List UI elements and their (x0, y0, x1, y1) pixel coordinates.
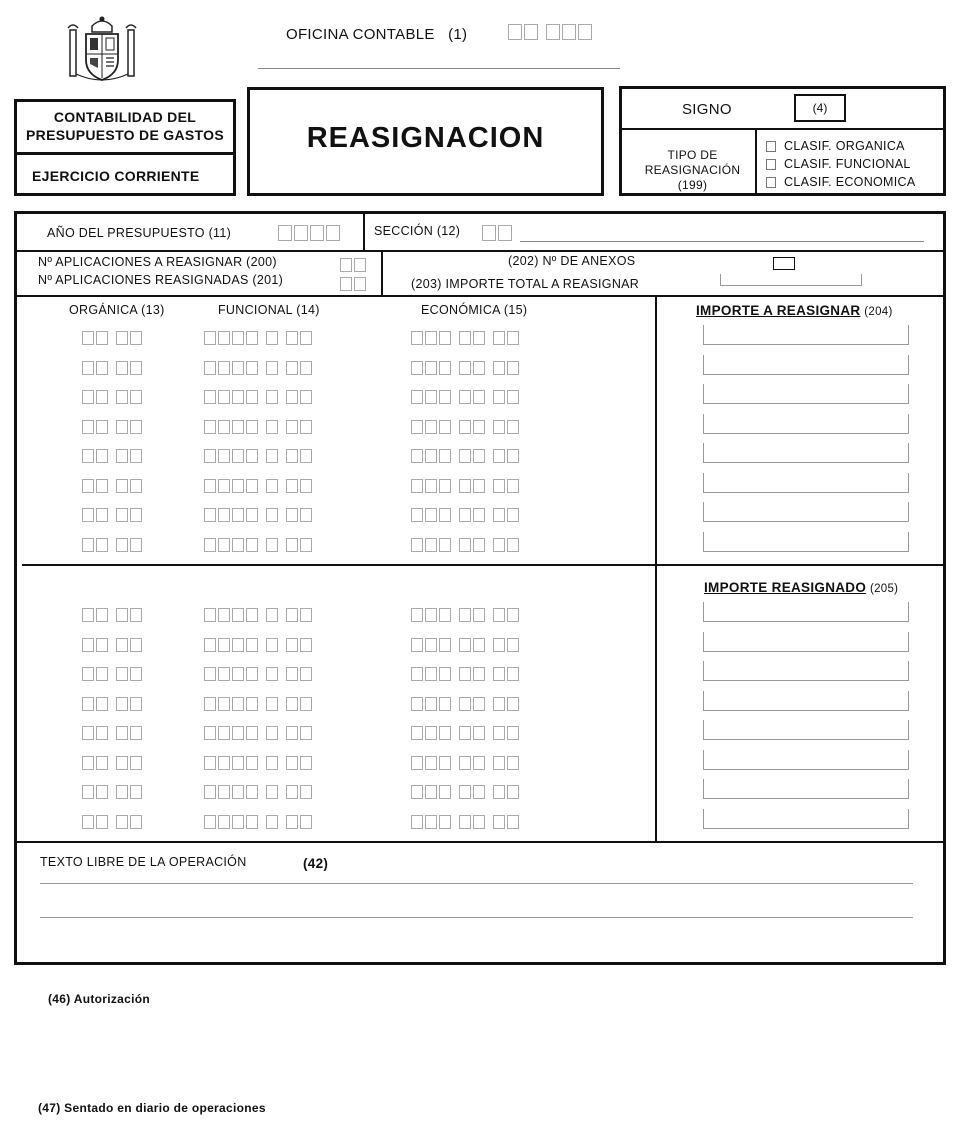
apps-reassigned-field[interactable] (340, 275, 368, 293)
free-text-label: TEXTO LIBRE DE LA OPERACIÓN (40, 855, 247, 869)
economica-code-field[interactable] (411, 359, 521, 377)
funcional-code-field[interactable] (204, 329, 314, 347)
organica-code-field[interactable] (82, 359, 144, 377)
economica-code-field[interactable] (411, 636, 521, 654)
funcional-code-field[interactable] (204, 783, 314, 801)
funcional-header: FUNCIONAL (14) (218, 303, 320, 317)
economica-code-field[interactable] (411, 606, 521, 624)
annexes-label: (202) Nº DE ANEXOS (508, 254, 636, 268)
exercise-label: EJERCICIO CORRIENTE (32, 168, 200, 184)
funcional-code-field[interactable] (204, 388, 314, 406)
economica-code-field[interactable] (411, 695, 521, 713)
organica-header: ORGÁNICA (13) (69, 303, 165, 317)
free-text-line[interactable] (40, 917, 913, 918)
economica-code-field[interactable] (411, 329, 521, 347)
importe-reasignado-field[interactable] (703, 632, 909, 652)
organica-code-field[interactable] (82, 695, 144, 713)
annexes-field[interactable] (773, 257, 795, 270)
organica-code-field[interactable] (82, 665, 144, 683)
funcional-code-field[interactable] (204, 418, 314, 436)
importe-reasignado-header: IMPORTE REASIGNADO (205) (704, 580, 899, 595)
organica-code-field[interactable] (82, 536, 144, 554)
economica-code-field[interactable] (411, 506, 521, 524)
coat-of-arms-emblem (66, 14, 138, 86)
economica-code-field[interactable] (411, 813, 521, 831)
reassignment-type-label: TIPO DE REASIGNACIÓN (199) (644, 148, 741, 192)
economica-code-field[interactable] (411, 724, 521, 742)
economica-code-field[interactable] (411, 418, 521, 436)
section-field[interactable] (482, 224, 514, 242)
organica-code-field[interactable] (82, 447, 144, 465)
importe-reasignado-field[interactable] (703, 691, 909, 711)
organica-code-field[interactable] (82, 477, 144, 495)
importe-a-reasignar-field[interactable] (703, 443, 909, 463)
importe-reasignado-field[interactable] (703, 661, 909, 681)
importe-reasignado-field[interactable] (703, 779, 909, 799)
importe-a-reasignar-field[interactable] (703, 532, 909, 552)
organica-code-field[interactable] (82, 506, 144, 524)
option-economica[interactable]: CLASIF. ECONOMICA (766, 173, 916, 191)
importe-reasignado-field[interactable] (703, 750, 909, 770)
total-amount-field[interactable] (720, 274, 862, 286)
importe-a-reasignar-header: IMPORTE A REASIGNAR (204) (696, 303, 893, 318)
organica-code-field[interactable] (82, 388, 144, 406)
funcional-code-field[interactable] (204, 665, 314, 683)
total-amount-label: (203) IMPORTE TOTAL A REASIGNAR (411, 277, 640, 291)
classification-options (766, 137, 916, 191)
funcional-code-field[interactable] (204, 636, 314, 654)
funcional-code-field[interactable] (204, 477, 314, 495)
office-underline (258, 68, 620, 69)
funcional-code-field[interactable] (204, 536, 314, 554)
organica-code-field[interactable] (82, 636, 144, 654)
budget-year-label: AÑO DEL PRESUPUESTO (11) (47, 226, 232, 240)
option-funcional[interactable]: CLASIF. FUNCIONAL (766, 155, 916, 173)
economica-code-field[interactable] (411, 536, 521, 554)
importe-a-reasignar-field[interactable] (703, 502, 909, 522)
free-text-line[interactable] (40, 883, 913, 884)
importe-reasignado-field[interactable] (703, 809, 909, 829)
economica-code-field[interactable] (411, 665, 521, 683)
economica-code-field[interactable] (411, 754, 521, 772)
organica-code-field[interactable] (82, 418, 144, 436)
importe-a-reasignar-field[interactable] (703, 384, 909, 404)
office-code-fields[interactable] (508, 23, 594, 41)
budget-year-field[interactable] (278, 224, 342, 242)
organica-code-field[interactable] (82, 813, 144, 831)
funcional-code-field[interactable] (204, 447, 314, 465)
economica-code-field[interactable] (411, 388, 521, 406)
checkbox[interactable] (766, 141, 776, 152)
accounting-type-title: CONTABILIDAD DEL PRESUPUESTO DE GASTOS (26, 109, 224, 143)
economica-code-field[interactable] (411, 477, 521, 495)
signo-field[interactable]: (4) (794, 94, 846, 122)
form-title: REASIGNACION (306, 122, 545, 154)
importe-a-reasignar-field[interactable] (703, 414, 909, 434)
section-label: SECCIÓN (12) (374, 224, 461, 238)
apps-reassigned-label: Nº APLICACIONES REASIGNADAS (201) (38, 273, 284, 287)
apps-to-reassign-label: Nº APLICACIONES A REASIGNAR (200) (38, 255, 277, 269)
organica-code-field[interactable] (82, 783, 144, 801)
importe-a-reasignar-field[interactable] (703, 355, 909, 375)
importe-reasignado-field[interactable] (703, 602, 909, 622)
funcional-code-field[interactable] (204, 606, 314, 624)
funcional-code-field[interactable] (204, 724, 314, 742)
importe-a-reasignar-field[interactable] (703, 473, 909, 493)
importe-reasignado-field[interactable] (703, 720, 909, 740)
apps-to-reassign-field[interactable] (340, 256, 368, 274)
funcional-code-field[interactable] (204, 506, 314, 524)
checkbox[interactable] (766, 159, 776, 170)
economica-code-field[interactable] (411, 447, 521, 465)
authorization-label: (46) Autorización (48, 992, 150, 1006)
economica-code-field[interactable] (411, 783, 521, 801)
funcional-code-field[interactable] (204, 813, 314, 831)
office-label: OFICINA CONTABLE (1) (286, 26, 468, 43)
organica-code-field[interactable] (82, 329, 144, 347)
option-organica[interactable]: CLASIF. ORGANICA (766, 137, 916, 155)
signo-label: SIGNO (682, 101, 732, 118)
journal-label: (47) Sentado en diario de operaciones (38, 1101, 266, 1115)
organica-code-field[interactable] (82, 606, 144, 624)
economica-header: ECONÓMICA (15) (421, 303, 528, 317)
funcional-code-field[interactable] (204, 359, 314, 377)
checkbox[interactable] (766, 177, 776, 188)
organica-code-field[interactable] (82, 754, 144, 772)
organica-code-field[interactable] (82, 724, 144, 742)
funcional-code-field[interactable] (204, 695, 314, 713)
free-text-ref: (42) (303, 856, 329, 871)
importe-a-reasignar-field[interactable] (703, 325, 909, 345)
funcional-code-field[interactable] (204, 754, 314, 772)
